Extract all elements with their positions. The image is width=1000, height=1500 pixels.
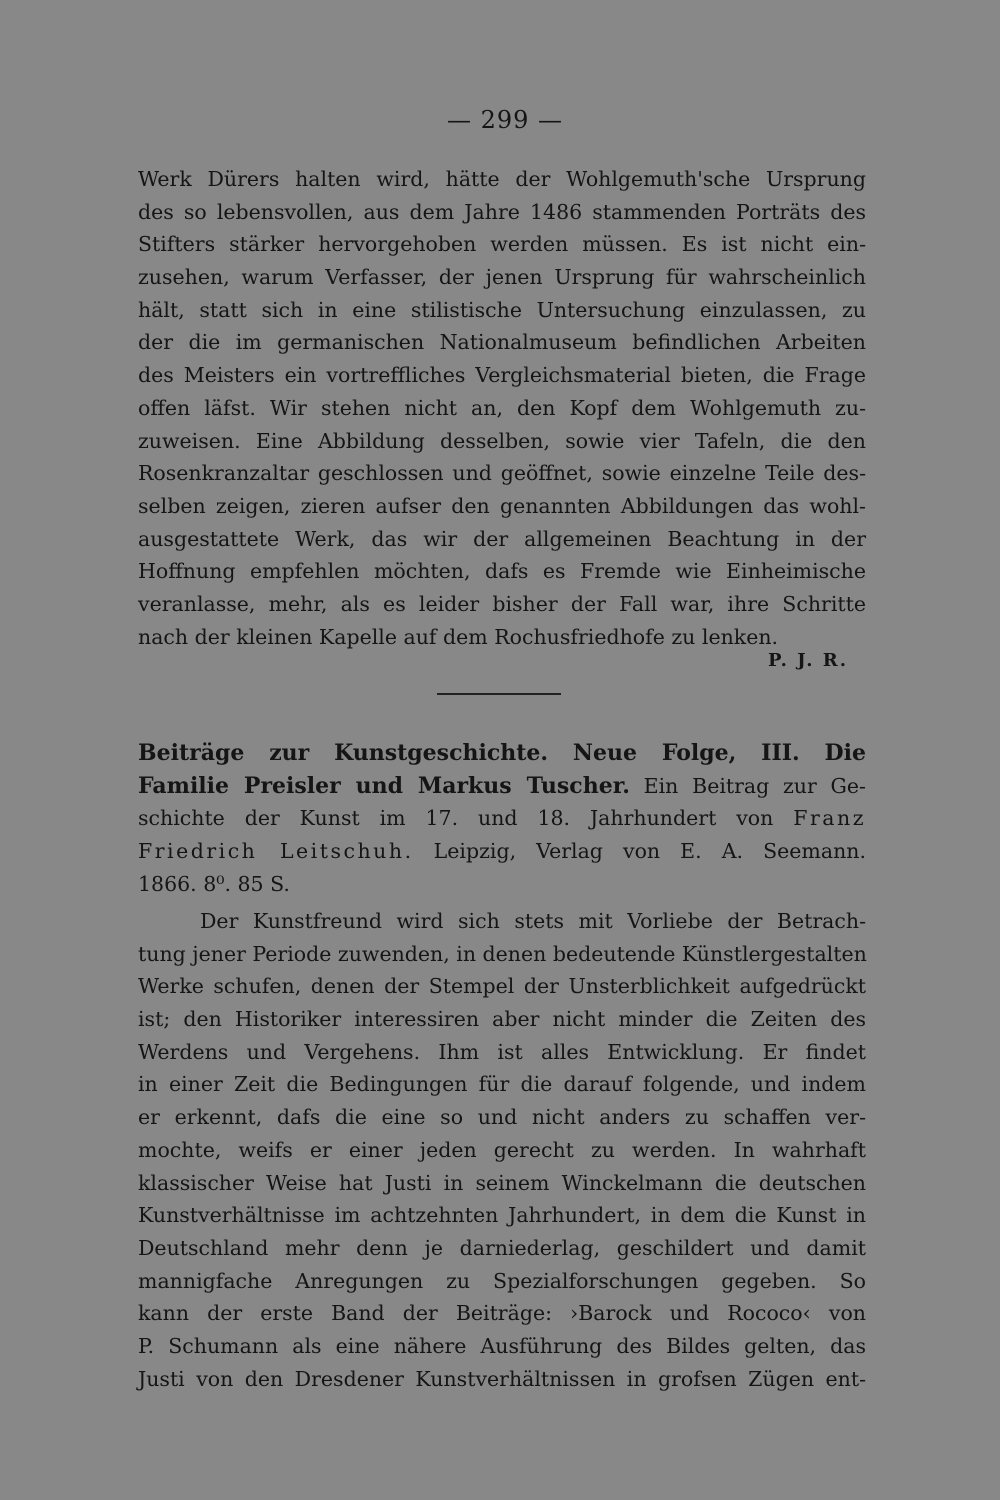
book-title: Beiträge zur Kunstgeschichte. Neue Folge, III. Die <box>138 740 866 766</box>
heading-line: 1866. 8⁰. 85 S. <box>138 871 290 896</box>
text-line: tung jener Periode zuwenden, in denen bedeutende Künstlergestalten <box>138 941 867 966</box>
text-line: Werke schufen, denen der Stempel der Unsterblichkeit aufgedrückt <box>138 974 866 999</box>
reviewer-signature: P. J. R. <box>768 650 848 671</box>
heading-line <box>138 802 866 835</box>
text-line: Kunstverhältnisse im achtzehnten Jahrhundert, in dem die Kunst in <box>138 1203 866 1228</box>
publisher-info: Leipzig, Verlag von E. A. Seemann. <box>413 839 866 864</box>
author-name-cont: Friedrich Leitschuh. <box>138 839 414 864</box>
heading-line <box>138 835 866 868</box>
heading-line <box>138 770 866 803</box>
text-line: mannigfache Anregungen zu Spezialforschungen gegeben. So <box>138 1268 866 1293</box>
section-divider <box>437 693 561 695</box>
text-line: ist; den Historiker interessiren aber nicht minder die Zeiten des <box>138 1007 866 1032</box>
heading-text: schichte der Kunst im 17. und 18. Jahrhundert von <box>138 806 794 831</box>
text-line: in einer Zeit die Bedingungen für die darauf folgende, und indem <box>138 1072 866 1097</box>
text-line: P. Schumann als eine nähere Ausführung des Bildes gelten, das <box>138 1333 866 1358</box>
text-line: Werk Dürers halten wird, hätte der Wohlgemuth'sche Ursprung <box>138 167 866 191</box>
text-line: nach der kleinen Kapelle auf dem Rochusfriedhofe zu lenken. <box>138 624 779 649</box>
text-line: Deutschland mehr denn je darniederlag, geschildert und damit <box>138 1235 866 1260</box>
text-line: klassischer Weise hat Justi in seinem Winckelmann die deutschen <box>138 1170 866 1195</box>
text-line: Hoffnung empfehlen möchten, dafs es Fremde wie Einheimische <box>138 559 866 584</box>
text-line: zusehen, warum Verfasser, der jenen Ursprung für wahrscheinlich <box>138 265 866 290</box>
text-line: zuweisen. Eine Abbildung desselben, sowie vier Tafeln, die den <box>138 428 866 453</box>
text-line: Justi von den Dresdener Kunstverhältnissen in grofsen Zügen ent- <box>138 1366 866 1391</box>
heading-line <box>138 737 866 770</box>
review-body <box>138 905 866 1395</box>
text-line: veranlasse, mehr, als es leider bisher der Fall war, ihre Schritte <box>138 591 866 616</box>
text-line: er erkennt, dafs die eine so und nicht anders zu schaffen ver- <box>138 1105 866 1130</box>
text-line: des so lebensvollen, aus dem Jahre 1486 stammenden Porträts des <box>138 199 866 224</box>
author-name: Franz <box>793 806 866 831</box>
text-line: der die im germanischen Nationalmuseum befindlichen Arbeiten <box>138 330 866 355</box>
text-line: mochte, weifs er einer jeden gerecht zu werden. In wahrhaft <box>138 1137 866 1162</box>
text-line: Werdens und Vergehens. Ihm ist alles Entwicklung. Er findet <box>138 1039 866 1064</box>
text-line: hält, statt sich in eine stilistische Untersuchung einzulassen, zu <box>138 297 866 322</box>
review-heading <box>138 737 866 900</box>
text-line: Rosenkranzaltar geschlossen und geöffnet, sowie einzelne Teile des- <box>138 461 866 486</box>
text-line: kann der erste Band der Beiträge: ›Barock und Rococo‹ von <box>138 1301 866 1326</box>
text-line: selben zeigen, zieren aufser den genannten Abbildungen das wohl- <box>138 493 866 518</box>
text-line: offen läfst. Wir stehen nicht an, den Kopf dem Wohlgemuth zu- <box>138 395 866 420</box>
book-title-cont: Familie Preisler und Markus Tuscher. <box>138 772 630 799</box>
heading-text: Ein Beitrag zur Ge- <box>629 773 866 798</box>
text-line: Der Kunstfreund wird sich stets mit Vorliebe der Betrach- <box>200 909 866 933</box>
text-line: des Meisters ein vortreffliches Vergleichsmaterial bieten, die Frage <box>138 363 866 388</box>
page-number: — 299 — <box>446 106 564 134</box>
text-line: ausgestattete Werk, das wir der allgemeinen Beachtung in der <box>138 526 866 551</box>
text-line: Stifters stärker hervorgehoben werden müssen. Es ist nicht ein- <box>138 232 866 257</box>
review-continuation <box>138 163 866 653</box>
